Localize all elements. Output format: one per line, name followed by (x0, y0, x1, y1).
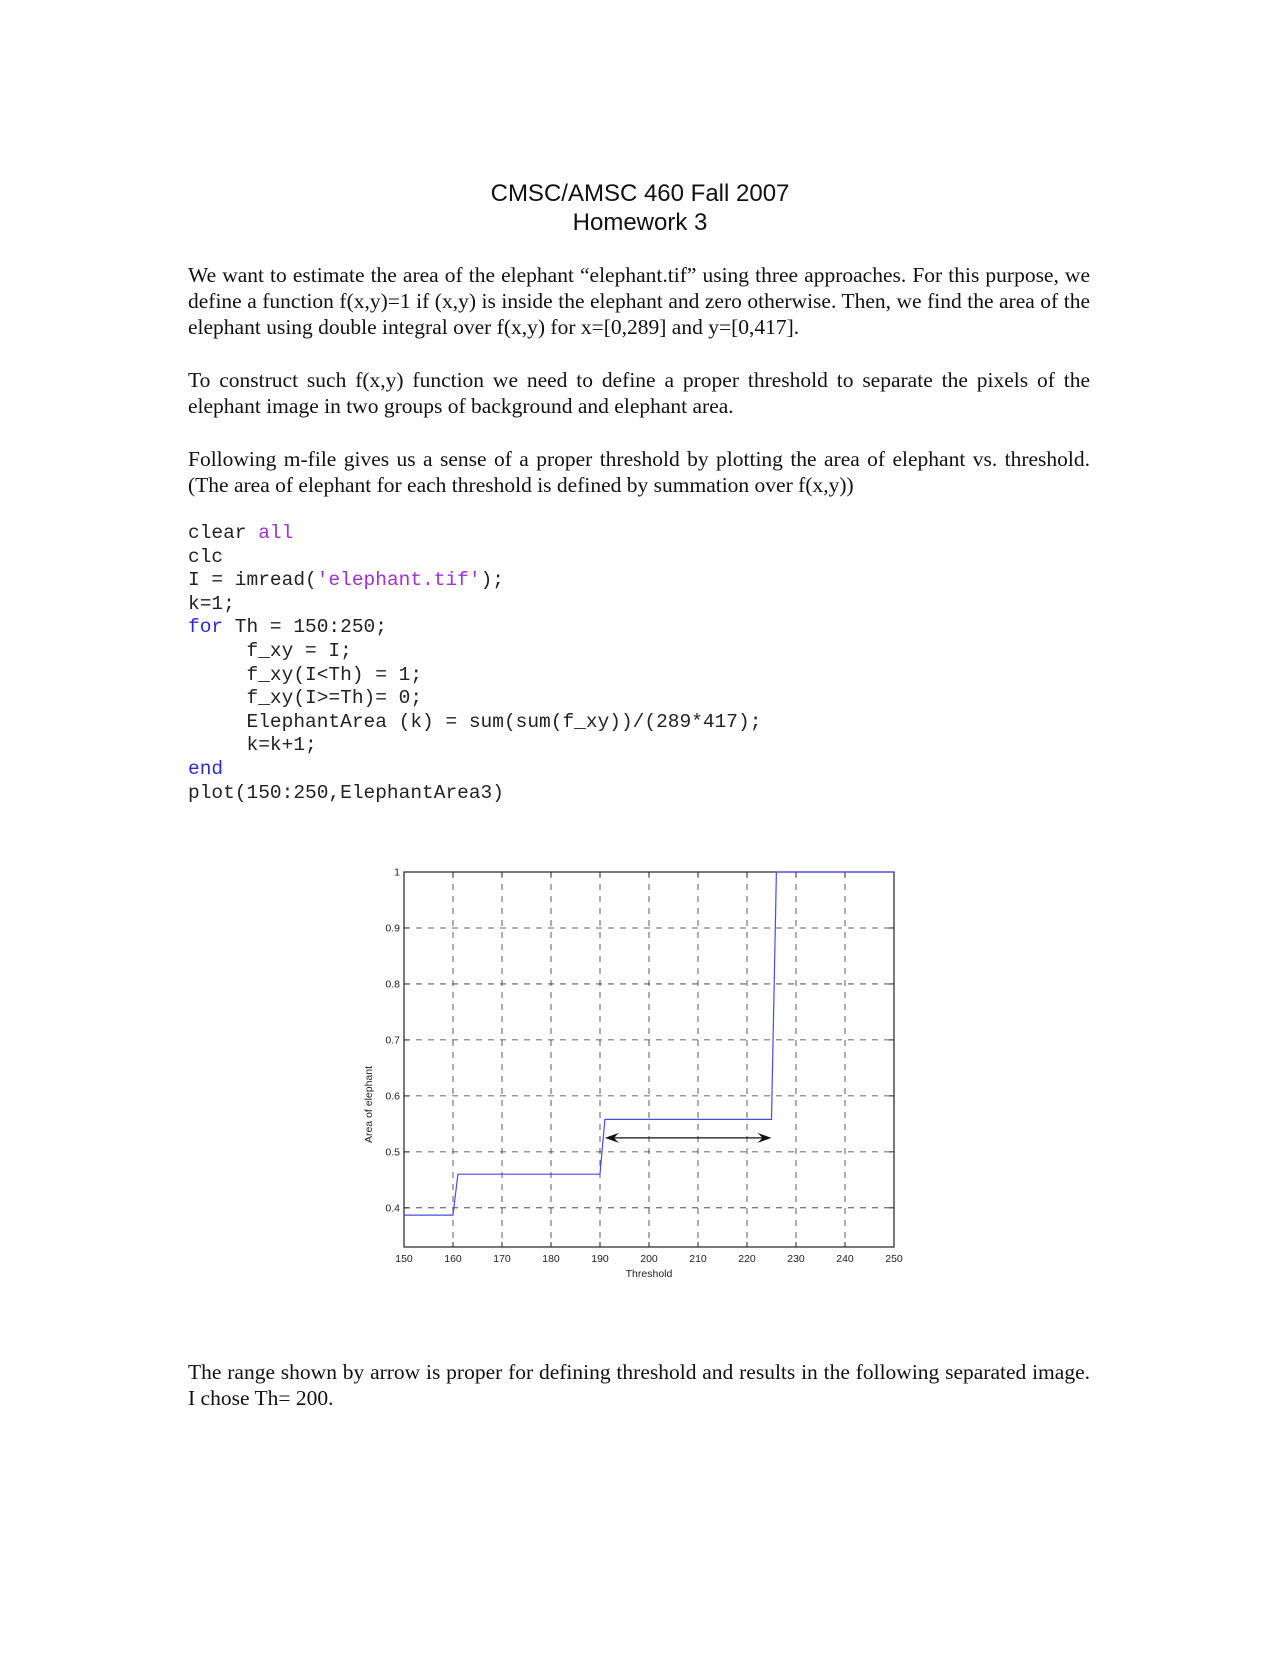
y-tick-label: 0.4 (385, 1202, 400, 1215)
code-line: I = imread('elephant.tif'); (188, 569, 504, 592)
code-line: k=k+1; (188, 734, 317, 757)
matlab-code-block (188, 522, 761, 805)
x-tick-label: 180 (542, 1253, 560, 1265)
x-tick-label: 230 (787, 1253, 805, 1265)
y-tick-label: 0.9 (385, 922, 400, 935)
y-tick-label: 0.7 (385, 1034, 400, 1047)
code-line: end (188, 757, 224, 780)
code-line: clear all (188, 522, 294, 544)
paragraph-intro: We want to estimate the area of the elephant “elephant.tif” using three approaches. For this purpose, we define a function f(x,y)=1 if (x,y) is inside the elephant and zero otherwise. Then, we find the area of the elephant using double integral over f(x,y) for x=[0,289] and y=[0,417]. (188, 263, 1090, 339)
document-subtitle: Homework 3 (572, 209, 708, 236)
y-tick-label: 1 (394, 866, 400, 879)
code-line: clc (188, 545, 224, 568)
x-tick-label: 190 (591, 1253, 609, 1265)
chart-ticks (385, 867, 903, 1266)
y-axis-label: Area of elephant (363, 1065, 375, 1144)
x-tick-label: 170 (493, 1253, 511, 1265)
code-line: f_xy(I>=Th)= 0; (188, 687, 423, 710)
paragraph-conclusion: The range shown by arrow is proper for defining threshold and results in the following separated image. I chose Th= 200. (188, 1360, 1090, 1410)
code-line: for Th = 150:250; (188, 616, 387, 639)
chart-annotation (605, 1133, 772, 1143)
x-axis-label: Threshold (625, 1268, 673, 1280)
code-line: plot(150:250,ElephantArea3) (188, 781, 504, 804)
y-tick-label: 0.5 (385, 1146, 400, 1159)
code-line: f_xy = I; (188, 639, 352, 662)
x-tick-label: 200 (640, 1253, 658, 1265)
area-vs-threshold-chart (356, 860, 916, 1290)
y-tick-label: 0.8 (385, 978, 400, 991)
chart-grid (404, 872, 894, 1247)
x-tick-label: 150 (395, 1253, 413, 1265)
x-tick-label: 220 (738, 1253, 756, 1265)
y-tick-label: 0.6 (385, 1090, 400, 1103)
x-tick-label: 160 (444, 1253, 462, 1265)
paragraph-threshold: To construct such f(x,y) function we need to define a proper threshold to separate the pixels of the elephant image in two groups of background and elephant area. (188, 368, 1090, 418)
x-tick-label: 210 (689, 1253, 707, 1265)
code-line: f_xy(I<Th) = 1; (188, 663, 423, 686)
x-tick-label: 240 (836, 1253, 854, 1265)
code-line: k=1; (188, 592, 235, 615)
document-title: CMSC/AMSC 460 Fall 2007 (490, 180, 790, 207)
paragraph-mfile: Following m-file gives us a sense of a proper threshold by plotting the area of elephant vs. threshold. (The area of elephant for each threshold is defined by summation over f(x,y)) (188, 447, 1090, 497)
x-tick-label: 250 (885, 1253, 903, 1265)
code-line: ElephantArea (k) = sum(sum(f_xy))/(289*417); (188, 710, 762, 733)
